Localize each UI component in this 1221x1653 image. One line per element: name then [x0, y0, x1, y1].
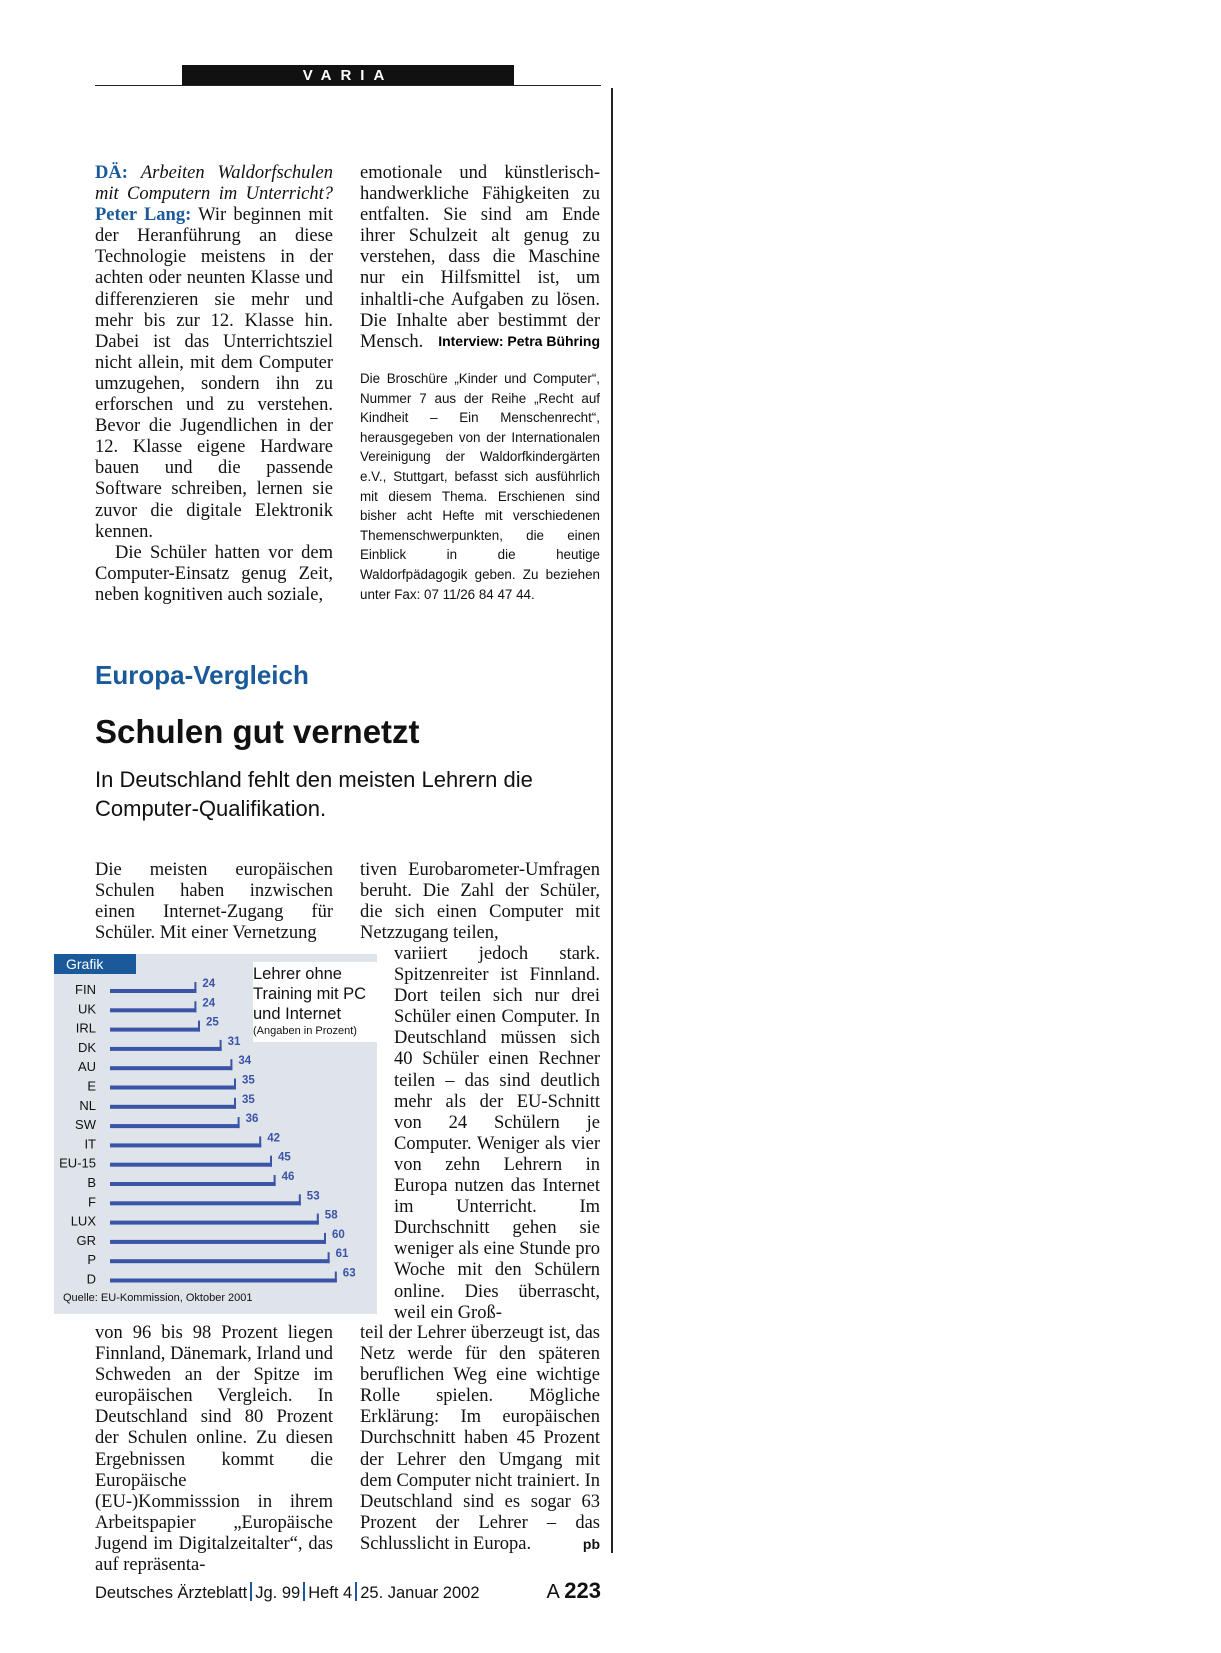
category-label: P [87, 1252, 96, 1268]
page-prefix: A [546, 1581, 559, 1603]
category-label: GR [76, 1232, 96, 1248]
value-label: 24 [202, 978, 216, 990]
category-label: DK [77, 1039, 96, 1055]
value-label: 63 [342, 1267, 356, 1280]
page-number [546, 1578, 601, 1604]
chart-note: (Angaben in Prozent) [253, 1025, 357, 1037]
bar-end-tick [270, 1156, 272, 1167]
category-label: B [87, 1175, 96, 1190]
article-text: von 96 bis 98 Prozent liegen Finnland, Dänemark, Irland und Schweden an der Spitze im europäischen Vergleich. In Deutschland sind 80 Prozent der Schulen online. Zu diesen Ergebnissen kommt die Europäische (EU-)Kommisssion in ihrem Arbeitspapier „Europäische Jugend im Digitalzeitalter“, das auf repräsenta- [95, 1323, 333, 1576]
bar [110, 1066, 232, 1070]
article-headline: Schulen gut vernetzt [95, 713, 420, 750]
category-label: IRL [75, 1020, 96, 1036]
bar [110, 1086, 236, 1090]
value-label: 35 [242, 1093, 255, 1106]
article-kicker: Europa-Vergleich [95, 660, 309, 690]
chart-title [253, 962, 378, 1042]
value-label: 61 [335, 1248, 349, 1261]
value-label: 24 [202, 997, 216, 1010]
article-column-1-bottom [95, 1323, 333, 1576]
category-label: F [88, 1194, 96, 1210]
bar [110, 1163, 272, 1167]
answer-text: Wir beginnen mit der Heranführung an diese Technologie meistens in der achten oder neunten Klasse und differenzieren sie mehr und mehr bis zur 12. Klasse hin. Dabei ist das Unterrichtsziel nicht allein, mit dem Computer umzugehen, sondern ihn zu erforschen und zu verstehen. Bevor die Jugendlichen in der 12. Klasse eigene Hardware bauen und die passende Software schreiben, lernen sie zuvor die digitale Elektronik kennen. [95, 205, 333, 542]
answer-label: Peter Lang: [95, 205, 192, 226]
bar-end-tick [198, 1021, 200, 1032]
bar-end-tick [328, 1252, 330, 1263]
value-label: 31 [227, 1035, 241, 1048]
category-label: D [86, 1271, 96, 1287]
value-label: 36 [245, 1113, 259, 1126]
interview-column-2 [360, 163, 600, 353]
bar-end-tick [335, 1272, 337, 1283]
value-label: 42 [267, 1132, 280, 1145]
chart-source: Quelle: EU-Kommission, Oktober 2001 [63, 1292, 253, 1304]
bar [110, 1221, 319, 1225]
value-label: 34 [238, 1055, 252, 1068]
author-initials: pb [582, 1535, 600, 1552]
bar-end-tick [259, 1136, 261, 1147]
interview-credit: Interview: Petra Bühring [438, 333, 600, 349]
bar [110, 1124, 240, 1128]
column-rule [611, 88, 613, 1553]
bar-end-tick [220, 1040, 222, 1051]
bar [110, 1182, 276, 1186]
article-text: Die meisten europäischen Schulen haben inzwischen einen Internet-Zugang für Schüler. Mit einer Vernetzung [95, 860, 333, 944]
page-footer [95, 1578, 601, 1603]
answer-paragraph-2: Die Schüler hatten vor dem Computer-Einsatz genug Zeit, neben kognitiven auch soziale, [95, 542, 333, 605]
section-label: VARIA [302, 67, 394, 84]
article-text: teil der Lehrer überzeugt ist, das Netz werde für den späteren beruflichen Weg eine wichtige Rolle spielen. Mögliche Erklärung: Im europäischen Durchschnitt haben 45 Prozent der Lehrer den Umgang mit dem Computer nicht trainiert. In Deutschland sind es sogar 63 Prozent der Lehrer – das Schlusslicht in Europa. [360, 1323, 600, 1554]
value-label: 58 [324, 1209, 338, 1222]
bar-end-tick [230, 1059, 232, 1070]
value-label: 46 [281, 1171, 295, 1183]
category-label: IT [84, 1136, 96, 1152]
category-label: E [87, 1078, 96, 1094]
bar [110, 1028, 200, 1032]
interview-column-1 [95, 163, 333, 606]
answer-continuation: emotionale und künstlerisch-handwerkliche Fähigkeiten zu entfalten. Sie sind am Ende ihrer Schulzeit alt genug zu verstehen, dass die Maschine nur ein Hilfsmittel ist, um inhaltli-che Aufgaben zu lösen. Die Inhalte aber bestimmt der Mensch. [360, 163, 600, 352]
category-label: NL [79, 1097, 96, 1113]
bar-end-tick [194, 982, 196, 993]
article-column-2-bottom [360, 1323, 600, 1555]
footer-separator [303, 1582, 305, 1601]
article-column-2-middle [394, 944, 600, 1324]
article-text: tiven Eurobarometer-Umfragen beruht. Die Zahl der Schüler, die sich einen Computer mit Netzzugang teilen, [360, 860, 600, 944]
bar-end-tick [274, 1175, 276, 1186]
value-label: 53 [306, 1190, 320, 1203]
value-label: 60 [332, 1228, 345, 1241]
brochure-note: Die Broschüre „Kinder und Computer“, Nummer 7 aus der Reihe „Recht auf Kindheit – Ein Menschenrecht“, herausgegeben von der Internationalen Vereinigung der Waldorfkindergärten e.V., Stuttgart, befasst sich ausführlich mit diesem Thema. Erschienen sind bisher acht Hefte mit verschiedenen Themenschwerpunkten, die einen Einblick in die heutige Waldorfpädagogik geben. Zu beziehen unter Fax: 07 11/26 84 47 44. [360, 371, 600, 602]
bar [110, 1259, 330, 1263]
bar [110, 1240, 326, 1244]
footer-separator [355, 1582, 357, 1601]
bar-end-tick [238, 1117, 240, 1128]
bar [110, 1143, 261, 1147]
category-label: FIN [75, 982, 96, 997]
bar-end-tick [317, 1214, 319, 1225]
page-number-value: 223 [564, 1578, 601, 1603]
journal-name: Deutsches Ärzteblatt [95, 1584, 248, 1602]
category-label: SW [75, 1117, 96, 1133]
bar [110, 989, 196, 993]
bar-end-tick [234, 1079, 236, 1090]
category-label: AU [77, 1059, 96, 1075]
bar [110, 1279, 337, 1283]
bar-end-tick [194, 1001, 196, 1012]
value-label: 35 [242, 1074, 255, 1087]
bar [110, 1047, 222, 1051]
section-header [182, 65, 514, 86]
category-label: LUX [70, 1213, 96, 1229]
question-label: DÄ: [95, 163, 128, 183]
category-label: EU-15 [59, 1155, 96, 1171]
article-column-1-top [95, 860, 333, 944]
journal-date: 25. Januar 2002 [360, 1584, 480, 1602]
journal-volume: Jg. 99 [255, 1584, 301, 1602]
footer-separator [250, 1582, 252, 1601]
chart-tag: Grafik [54, 954, 136, 974]
bar-end-tick [234, 1098, 236, 1109]
bar-end-tick [324, 1233, 326, 1244]
bar [110, 1008, 196, 1012]
bar-end-tick [299, 1194, 301, 1205]
category-label: UK [77, 1001, 96, 1017]
article-column-2-top [360, 860, 600, 944]
header-rule [95, 85, 601, 86]
value-label: 45 [278, 1151, 291, 1164]
article-text: variiert jedoch stark. Spitzenreiter ist Finnland. Dort teilen sich nur drei Schüler einen Computer. In Deutschland müssen sich 40 Schüler einen Rechner teilen – das sind deutlich mehr als der EU-Schnitt von 24 Schülern je Computer. Weniger als vier von zehn Lehrern in Europa nutzen das Internet im Unterricht. Im Durchschnitt gehen sie weniger als eine Stunde pro Woche mit den Schülern online. Dies überrascht, weil ein Groß- [394, 944, 600, 1323]
value-label: 25 [206, 1016, 219, 1029]
journal-issue: Heft 4 [308, 1584, 353, 1602]
bar [110, 1201, 301, 1205]
bar [110, 1105, 236, 1109]
question-text: Arbeiten Waldorfschulen mit Computern im Unterricht? [95, 163, 334, 205]
chart-title-text: Lehrer ohne Training mit PC und Internet [253, 965, 367, 1023]
article-subheadline: In Deutschland fehlt den meisten Lehrern die Computer-Qualifikation. [95, 767, 533, 821]
